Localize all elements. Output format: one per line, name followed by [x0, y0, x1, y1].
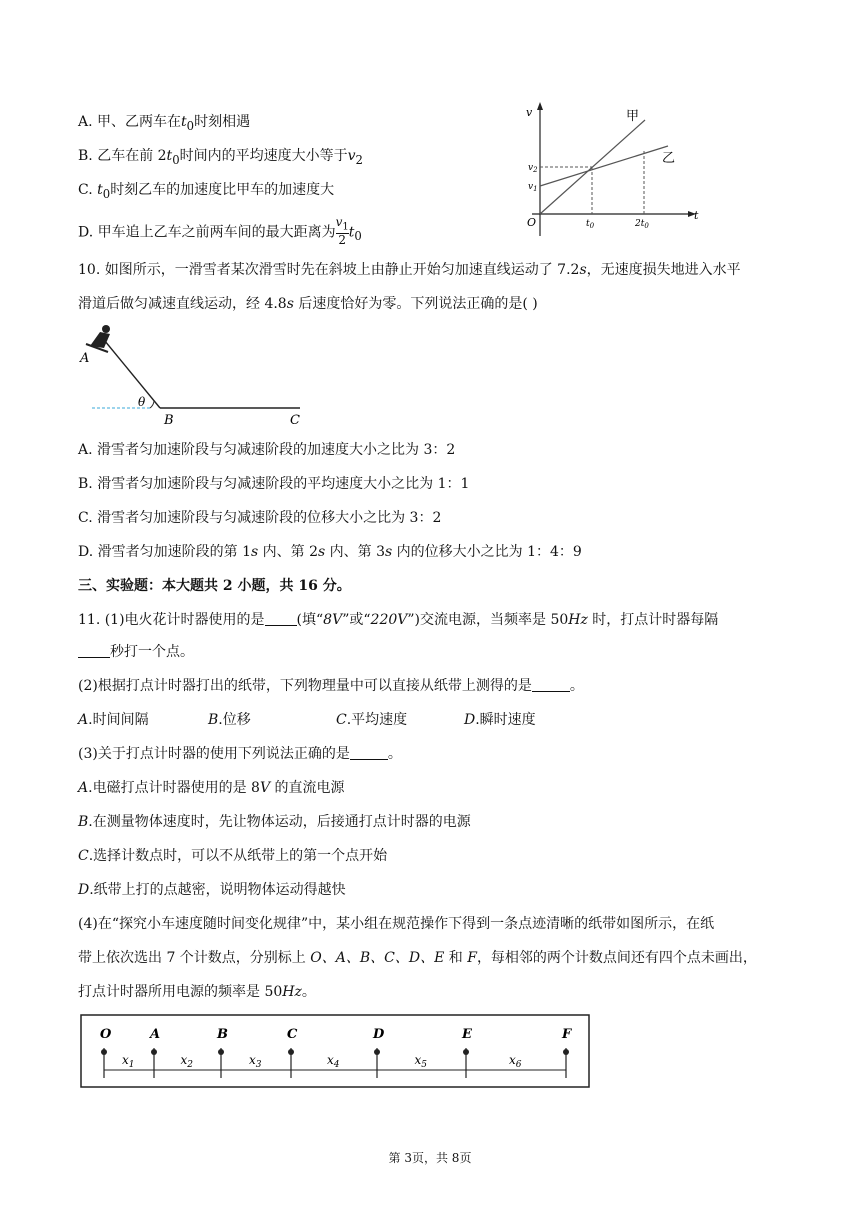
tape-segment-label-x5: $x_5$ [414, 1053, 428, 1070]
t-axis-label: t [694, 209, 699, 222]
option-b: B.位移 [208, 712, 251, 728]
tape-segment-label-x2: $x_2$ [180, 1053, 194, 1070]
series-jia-label: 甲 [626, 109, 640, 124]
v1-label: $v_1$ [528, 182, 538, 193]
q11-part3: (3)关于打点计时器的使用下列说法正确的是 。 [78, 746, 402, 762]
tape-dot-b [218, 1049, 224, 1055]
ski-slope-figure [78, 320, 318, 432]
q11-part3-option-c: C.选择计数点时，可以不从纸带上的第一个点开始 [78, 848, 388, 864]
q11-part1-line2: 秒打一个点。 [78, 642, 194, 662]
vt-graph [520, 100, 700, 240]
tape-point-label-d: D [373, 1027, 385, 1042]
q11-part2: (2)根据打点计时器打出的纸带，下列物理量中可以直接从纸带上测得的是 。 [78, 678, 584, 694]
answer-blank[interactable] [350, 745, 388, 760]
origin-label: O [527, 216, 537, 229]
slope-line [100, 335, 160, 408]
option-c: C.平均速度 [336, 712, 408, 728]
series-yi-label: 乙 [662, 151, 676, 166]
q10-stem-line2: 滑道后做匀减速直线运动，经 4.8s 后速度恰好为零。下列说法正确的是( ) [78, 296, 538, 312]
q11-part4-line1: (4)在“探究小车速度随时间变化规律”中，某小组在规范操作下得到一条点迹清晰的纸带如图所示，在纸 [78, 916, 715, 932]
tape-dot-o [101, 1049, 107, 1055]
answer-blank[interactable] [532, 677, 570, 692]
q11-part4-line2: 带上依次选出 7 个计数点，分别标上 O、A、B、C、D、E 和 F，每相邻的两个计数点间还有四个点未画出， [78, 950, 757, 966]
tape-point-label-b: B [217, 1027, 228, 1042]
q10-option-b: B. 滑雪者匀加速阶段与匀减速阶段的平均速度大小之比为 1：1 [78, 476, 470, 492]
fraction: $\frac{v_1}{2}$ [335, 215, 349, 248]
page-footer: 第 3页，共 8页 [388, 1151, 472, 1165]
section-heading: 三、实验题：本大题共 2 小题，共 16 分。 [78, 578, 351, 594]
tape-dot-e [463, 1049, 469, 1055]
q11-part3-option-b: B.在测量物体速度时，先让物体运动，后接通打点计时器的电源 [78, 814, 471, 830]
q10-stem-line1: 10. 如图所示，一滑雪者某次滑雪时先在斜坡上由静止开始匀加速直线运动了 7.2s，无速度损失地进入水平 [78, 262, 741, 278]
tape-point-label-o: O [100, 1027, 112, 1042]
tape-point-label-a: A [150, 1027, 161, 1042]
q10-option-a: A. 滑雪者匀加速阶段与匀减速阶段的加速度大小之比为 3：2 [78, 442, 456, 458]
tape-segment-label-x6: $x_6$ [509, 1053, 522, 1070]
tape-dot-d [374, 1049, 380, 1055]
q9-option-c: C. $t_0$时刻乙车的加速度比甲车的加速度大 [78, 182, 335, 201]
tape-segment-label-x4: $x_4$ [327, 1053, 340, 1070]
point-a-label: A [80, 351, 90, 366]
q11-part2-options [78, 710, 536, 730]
point-b-label: B [164, 413, 174, 428]
2t0-label: $2t_0$ [635, 219, 649, 230]
q9-option-b: B. 乙车在前 $2t_0$时间内的平均速度大小等于$v_2$ [78, 148, 363, 167]
v2-label: $v_2$ [528, 163, 538, 174]
q10-option-c: C. 滑雪者匀加速阶段与匀减速阶段的位移大小之比为 3：2 [78, 510, 442, 526]
tape-dot-a [151, 1049, 157, 1055]
q11-part3-option-d: D.纸带上打的点越密，说明物体运动得越快 [78, 882, 346, 898]
answer-blank[interactable] [78, 643, 110, 658]
q11-part3-option-a: A.电磁打点计时器使用的是 8V 的直流电源 [78, 780, 345, 796]
v-axis-label: v [526, 106, 533, 119]
series-yi-line [540, 146, 668, 186]
answer-blank[interactable] [265, 611, 297, 626]
skier-icon [86, 325, 110, 352]
point-c-label: C [290, 413, 300, 428]
theta-label: θ [138, 395, 146, 409]
q11-part4-line3: 打点计时器所用电源的频率是 50Hz。 [78, 984, 316, 1000]
option-d: D.瞬时速度 [464, 712, 536, 728]
q9-option-a: A. 甲、乙两车在$t_0$时刻相遇 [78, 114, 251, 133]
t0-label: $t_0$ [586, 219, 595, 230]
tape-segment-label-x1: $x_1$ [122, 1053, 135, 1070]
q10-option-d: D. 滑雪者匀加速阶段的第 1s 内、第 2s 内、第 3s 内的位移大小之比为 1：4：9 [78, 544, 582, 560]
tape-dot-c [288, 1049, 294, 1055]
tape-point-label-c: C [287, 1027, 298, 1042]
option-a: A.时间间隔 [78, 712, 149, 728]
paper-tape-figure [80, 1014, 592, 1090]
tape-dot-f [563, 1049, 569, 1055]
q11-part1-line1: 11. (1)电火花计时器使用的是 (填“8V”或“220V”)交流电源，当频率是 50Hz 时，打点计时器每隔 [78, 612, 719, 628]
q9-option-d: D. 甲车追上乙车之前两车间的最大距离为 $\frac{v_1}{2}$ $t_0$ [78, 215, 362, 248]
tape-point-label-e: E [462, 1027, 472, 1042]
tape-point-label-f: F [562, 1027, 572, 1042]
tape-segment-label-x3: $x_3$ [249, 1053, 262, 1070]
